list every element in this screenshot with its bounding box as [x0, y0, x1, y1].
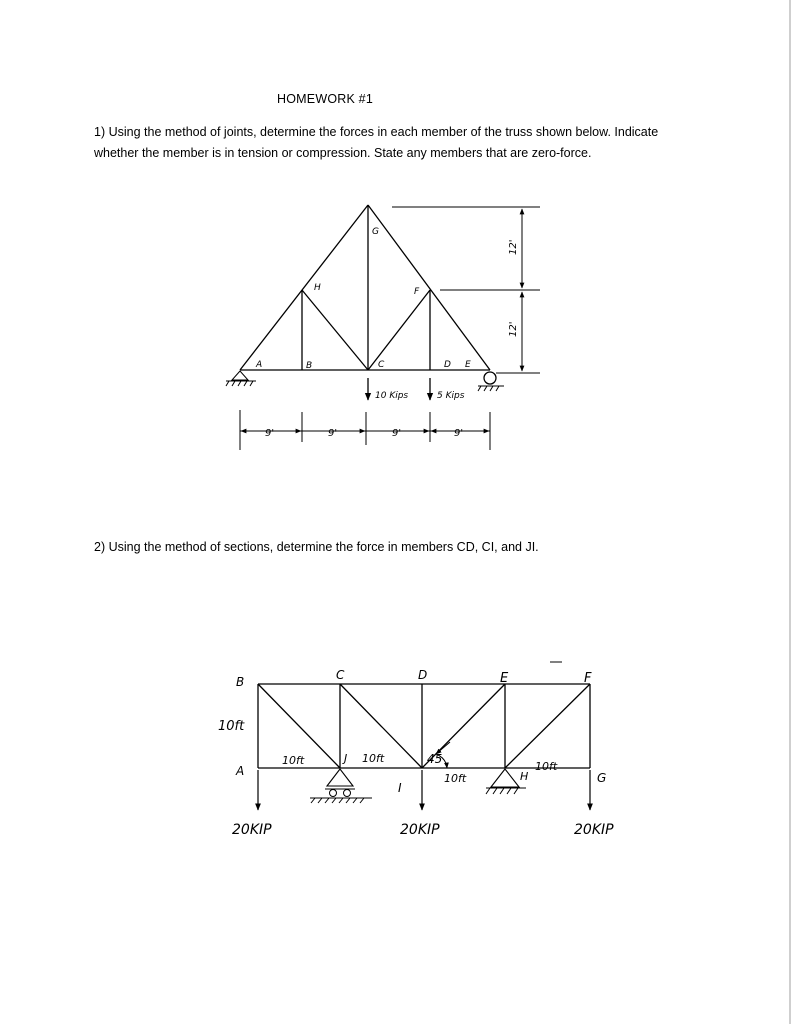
label-J: J [344, 752, 348, 765]
member-CF [368, 290, 430, 370]
label-B: B [306, 361, 313, 371]
problem-2-text: 2) Using the method of sections, determine the force in members CD, CI, and JI. [94, 540, 539, 554]
label-B: B [236, 675, 245, 689]
height-label: 10ft [218, 719, 245, 734]
pin-support-A [232, 371, 248, 380]
span-label-1: 9' [265, 428, 275, 439]
roller-support-J [327, 769, 353, 786]
ground-E [478, 386, 504, 391]
span-label-2: 10ft [362, 752, 385, 765]
load-label-A: 20KIP [232, 822, 272, 838]
label-A: A [236, 764, 245, 778]
figure-2-truss [258, 662, 590, 810]
angle-label: 45 [427, 752, 443, 766]
height-label-upper: 12' [508, 239, 519, 255]
label-H: H [520, 770, 529, 783]
member-HC [302, 290, 368, 370]
roller-support-E [484, 372, 496, 384]
figure-1-labels [255, 227, 519, 439]
load-label-C: 10 Kips [375, 391, 409, 401]
label-F: F [414, 287, 420, 297]
label-C: C [378, 360, 385, 370]
pin-support-H [491, 769, 519, 787]
figure-1-truss [226, 205, 540, 450]
ground-H [486, 788, 526, 794]
label-C: C [336, 668, 345, 682]
roller-wheel-2 [344, 790, 351, 797]
page-title: HOMEWORK #1 [277, 92, 373, 106]
label-F: F [584, 671, 592, 686]
label-E: E [500, 671, 509, 686]
span-label-1: 10ft [282, 754, 305, 767]
label-E: E [465, 360, 471, 370]
label-I: I [398, 781, 402, 795]
label-H: H [314, 283, 321, 293]
member-HF [505, 684, 590, 768]
load-label-G: 20KIP [574, 822, 614, 838]
span-label-3: 9' [392, 428, 402, 439]
member-GE [368, 205, 490, 370]
span-label-4: 10ft [535, 760, 558, 773]
label-D: D [418, 668, 428, 682]
span-label-4: 9' [454, 428, 464, 439]
ground-J [310, 798, 372, 803]
label-G: G [597, 771, 607, 785]
figure-2-labels [218, 668, 614, 838]
load-label-D: 5 Kips [437, 391, 465, 401]
height-label-lower: 12' [508, 321, 519, 337]
ground-A [226, 381, 256, 386]
label-D: D [444, 360, 451, 370]
label-A: A [256, 360, 263, 370]
span-label-3: 10ft [444, 772, 467, 785]
span-label-2: 9' [328, 428, 338, 439]
member-AG [240, 205, 368, 370]
load-label-I: 20KIP [400, 822, 440, 838]
label-G: G [372, 227, 379, 237]
roller-wheel-1 [330, 790, 337, 797]
problem-1-text: 1) Using the method of joints, determine the forces in each member of the truss shown below. Indicate whether the member is in tension or compression. State any members that are zero-force. [94, 125, 659, 160]
